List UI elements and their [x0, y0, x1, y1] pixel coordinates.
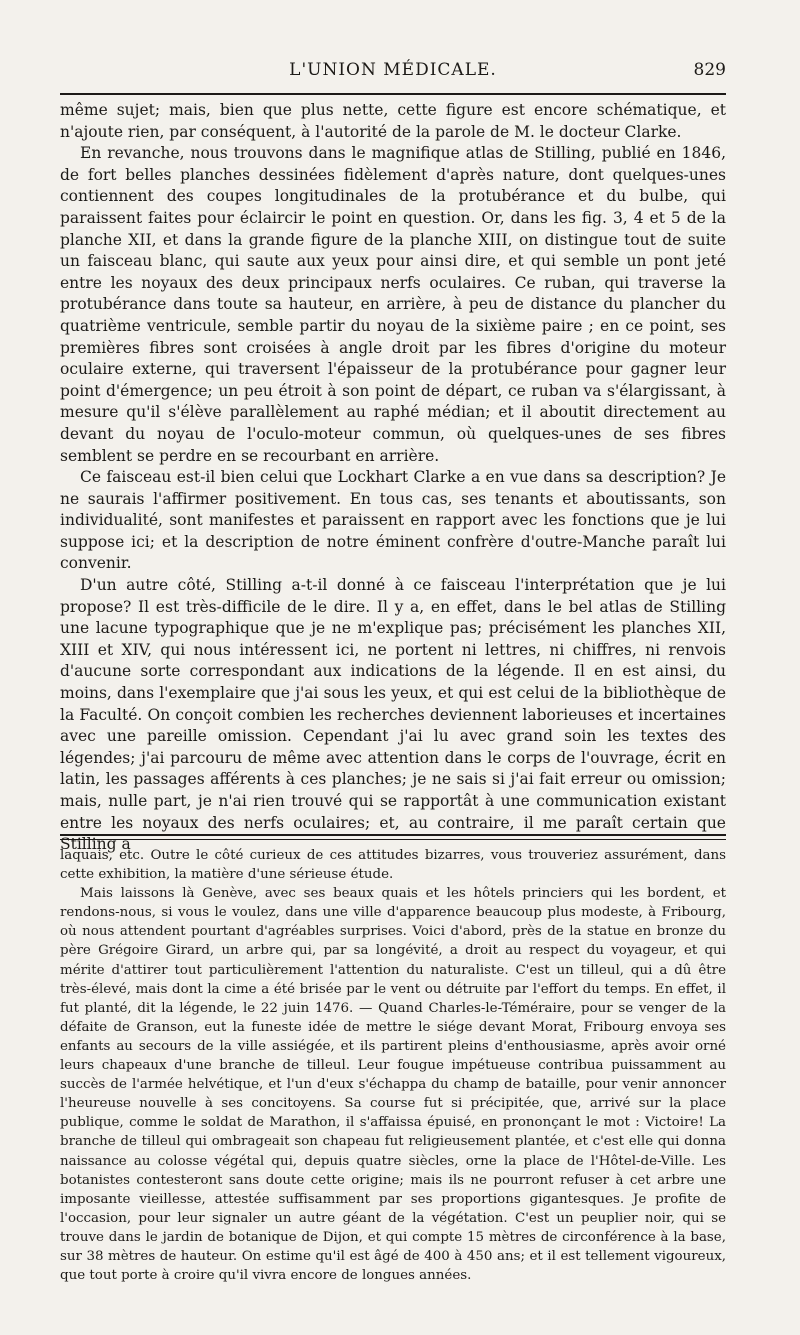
main-paragraph: Ce faisceau est-il bien celui que Lockhart Clarke a en vue dans sa description? Je ne saurais l'affirmer positivement. En tous cas, ses tenants et aboutissants, son individualité, sont manifestes et paraissent en rapport avec les fonctions que je lui suppose ici; et la description de notre éminent confrère d'outre-Manche paraît lui convenir.: [60, 468, 726, 573]
main-paragraph: En revanche, nous trouvons dans le magnifique atlas de Stilling, publié en 1846, de fort belles planches dessinées fidèlement d'après nature, dont quelques-unes contiennent des coupes longitudinales de la protubérance et du bulbe, qui paraissent faites pour éclaircir le point en question. Or, dans les fig. 3, 4 et 5 de la planche XII, et dans la grande figure de la planche XIII, on distingue tout de suite un faisceau blanc, qui saute aux yeux pour ainsi dire, et qui semble un pont jeté entre les noyaux des deux principaux nerfs oculaires. Ce ruban, qui traverse la protubérance dans toute sa hauteur, en arrière, à peu de distance du plancher du quatrième ventricule, semble partir du noyau de la sixième paire ; en ce point, ses premières fibres sont croisées à angle droit par les fibres d'origine du moteur oculaire externe, qui traversent l'épaisseur de la protubérance pour gagner leur point d'émergence; un peu étroit à son point de départ, ce ruban va s'élargissant, à mesure qu'il s'élève parallèlement au raphé médian; et il aboutit directement au devant du noyau de l'oculo-moteur commun, où quelques-unes de ses fibres semblent se perdre en se recourbant en arrière.: [60, 144, 726, 465]
feuilleton-text: [60, 846, 726, 1285]
feuilleton-divider: [60, 834, 726, 840]
main-paragraph: D'un autre côté, Stilling a-t-il donné à ce faisceau l'interprétation que je lui propose? Il est très-difficile de le dire. Il y a, en effet, dans le bel atlas de Stilling une lacune typographique que je ne m'explique pas; précisément les planches XII, XIII et XIV, qui nous intéressent ici, ne portent ni lettres, ni chiffres, ni renvois d'aucune sorte correspondant aux indications de la légende. Il en est ainsi, du moins, dans l'exemplaire que j'ai sous les yeux, et qui est celui de la bibliothèque de la Faculté. On conçoit combien les recherches deviennent laborieuses et incertaines avec une pareille omission. Cependant j'ai lu avec grand soin les textes des légendes; j'ai parcouru de même avec attention dans le corps de l'ouvrage, écrit en latin, les passages afférents à ces planches; je ne sais si j'ai fait erreur ou omission; mais, nulle part, je n'ai rien trouvé qui se rapportât à une communication existant entre les noyaux des nerfs oculaires; et, au contraire, il me paraît certain que Stilling a: [60, 576, 726, 854]
header-rule: [60, 93, 726, 95]
feuilleton-paragraph: laquais, etc. Outre le côté curieux de ces attitudes bizarres, vous trouveriez assurément, dans cette exhibition, la matière d'une sérieuse étude.: [60, 848, 726, 883]
main-paragraph: même sujet; mais, bien que plus nette, cette figure est encore schématique, et n'ajoute rien, par conséquent, à l'autorité de la parole de M. le docteur Clarke.: [60, 101, 726, 141]
page-number: 829: [693, 60, 726, 80]
feuilleton-paragraph: Mais laissons là Genève, avec ses beaux quais et les hôtels princiers qui les bordent, et rendons-nous, si vous le voulez, dans une ville d'apparence beaucoup plus modeste, à Fribourg, où nous attendent pourtant d'agréables surprises. Voici d'abord, près de la statue en bronze du père Grégoire Girard, un arbre qui, par sa longévité, a droit au respect du voyageur, et qui mérite d'attirer tout particulièrement l'attention du naturaliste. C'est un tilleul, qui a dû être très-élevé, mais dont la cime a été brisée par le vent ou détruite par l'effort du temps. En effet, il fut planté, dit la légende, le 22 juin 1476. — Quand Charles-le-Téméraire, pour se venger de la défaite de Granson, eut la funeste idée de mettre le siége devant Morat, Fribourg envoya ses enfants au secours de la ville assiégée, et ils partirent pleins d'enthousiasme, après avoir orné leurs chapeaux d'une branche de tilleul. Leur fougue impétueuse contribua puissamment au succès de l'armée helvétique, et l'un d'eux s'échappa du champ de bataille, pour venir annoncer l'heureuse nouvelle à ses concitoyens. Sa course fut si précipitée, que, arrivé sur la place publique, comme le soldat de Marathon, il s'affaissa épuisé, en prononçant le mot : Victoire! La branche de tilleul qui ombrageait son chapeau fut religieusement plantée, et c'est elle qui donna naissance au colosse végétal qui, depuis quatre siècles, orne la place de l'Hôtel-de-Ville. Les botanistes contesteront sans doute cette origine; mais ils ne pourront refuser à cet arbre une imposante vieillesse, attestée suffisamment par ses proportions gigantesques. Je profite de l'occasion, pour leur signaler un autre géant de la végétation. C'est un peuplier noir, qui se trouve dans le jardin de botanique de Dijon, et qui compte 15 mètres de circonférence à la base, sur 38 mètres de hauteur. On estime qu'il est âgé de 400 à 450 ans; et il est tellement vigoureux, que tout porte à croire qu'il vivra encore de longues années.: [60, 886, 726, 1284]
page-header: [60, 58, 726, 88]
running-title: L'UNION MÉDICALE.: [289, 60, 497, 80]
main-text: [60, 100, 726, 856]
